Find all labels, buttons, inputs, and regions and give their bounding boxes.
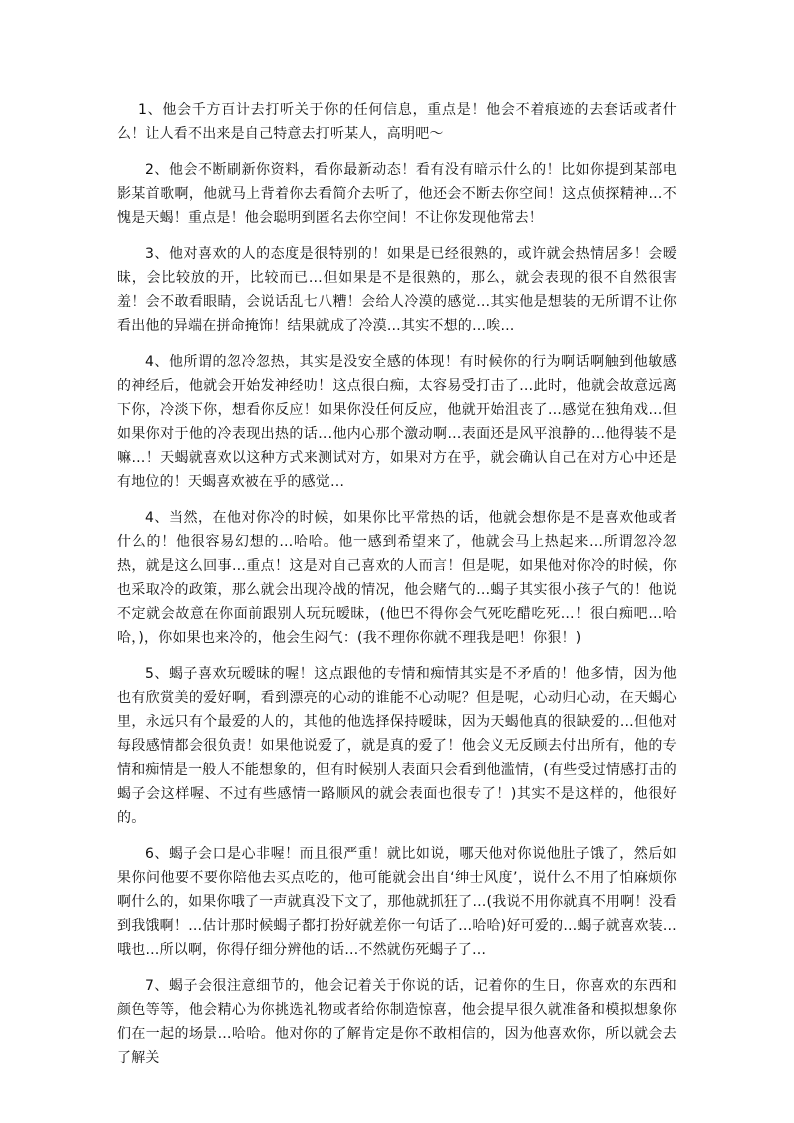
document-body [117, 98, 677, 1082]
paragraph-3: 3、他对喜欢的人的态度是很特别的！如果是已经很熟的，或许就会热情居多！会暧昧，会比较放的开，比较而已…但如果是不是很熟的，那么，就会表现的很不自然很害羞！会不敢看眼睛，会说话乱七八糟！会给人冷漠的感觉…其实他是想装的无所谓不让你看出他的异端在拼命掩饰！结果就成了冷漠…其实不想的…唉… [117, 246, 677, 334]
paragraph-8: 7、蝎子会很注意细节的，他会记着关于你说的话，记着你的生日，你喜欢的东西和颜色等等，他会精心为你挑选礼物或者给你制造惊喜，他会提早很久就准备和模拟想象你们在一起的场景…哈哈。他对你的了解肯定是你不敢相信的，因为他喜欢你，所以就会去了解关 [117, 978, 677, 1066]
paragraph-2: 2、他会不断刷新你资料，看你最新动态！看有没有暗示什么的！比如你提到某部电影某首歌啊，他就马上背着你去看简介去听了，他还会不断去你空间！这点侦探精神…不愧是天蝎！重点是！他会聪明到匿名去你空间！不让你发现他常去！ [117, 162, 677, 226]
paragraph-1: 1、他会千方百计去打听关于你的任何信息，重点是！他会不着痕迹的去套话或者什么！让人看不出来是自己特意去打听某人，高明吧～ [117, 102, 677, 142]
paragraph-7: 6、蝎子会口是心非喔！而且很严重！就比如说，哪天他对你说他肚子饿了，然后如果你问他要不要你陪他去买点吃的，他可能就会出自‘绅士风度’，说什么不用了怕麻烦你啊什么的，如果你哦了一声就真没下文了，那他就抓狂了…(我说不用你就真不用啊！没看到我饿啊！…估计那时候蝎子都打扮好就差你一句话了…哈哈)好可爱的…蝎子就喜欢装…哦也…所以啊，你得仔细分辨他的话…不然就伤死蝎子了… [117, 846, 677, 958]
paragraph-6: 5、蝎子喜欢玩暧昧的喔！这点跟他的专情和痴情其实是不矛盾的！他多情，因为他也有欣赏美的爱好啊，看到漂亮的心动的谁能不心动呢？但是呢，心动归心动，在天蝎心里，永远只有个最爱的人的，其他的他选择保持暧昧，因为天蝎他真的很缺爱的…但他对每段感情都会很负责！如果他说爱了，就是真的爱了！他会义无反顾去付出所有，他的专情和痴情是一般人不能想象的，但有时候别人表面只会看到他滥情，(有些受过情感打击的蝎子会这样喔、不过有些感情一路顺风的就会表面也很专了！)其实不是这样的，他很好的。 [117, 666, 677, 826]
paragraph-5: 4、当然，在他对你冷的时候，如果你比平常热的话，他就会想你是不是喜欢他或者什么的！他很容易幻想的…哈哈。他一感到希望来了，他就会马上热起来…所谓忽冷忽热，就是这么回事…重点！这是对自己喜欢的人而言！但是呢，如果他对你冷的时候，你也采取冷的政策，那么就会出现冷战的情况，他会赌气的…蝎子其实很小孩子气的！他说不定就会故意在你面前跟别人玩玩暧昧，(他巴不得你会气死吃醋吃死…！很白痴吧…哈哈，)，你如果也来冷的，他会生闷气：(我不理你你就不理我是吧！你狠！) [117, 510, 677, 646]
paragraph-4: 4、他所谓的忽冷忽热，其实是没安全感的体现！有时候你的行为啊话啊触到他敏感的神经后，他就会开始发神经叻！这点很白痴，太容易受打击了…此时，他就会故意远离下你，冷淡下你，想看你反应！如果你没任何反应，他就开始沮丧了…感觉在独角戏…但如果你对于他的冷表现出热的话…他内心那个激动啊…表面还是风平浪静的…他得装不是嘛…！天蝎就喜欢以这种方式来测试对方，如果对方在乎，就会确认自己在对方心中还是有地位的！天蝎喜欢被在乎的感觉… [117, 354, 677, 490]
